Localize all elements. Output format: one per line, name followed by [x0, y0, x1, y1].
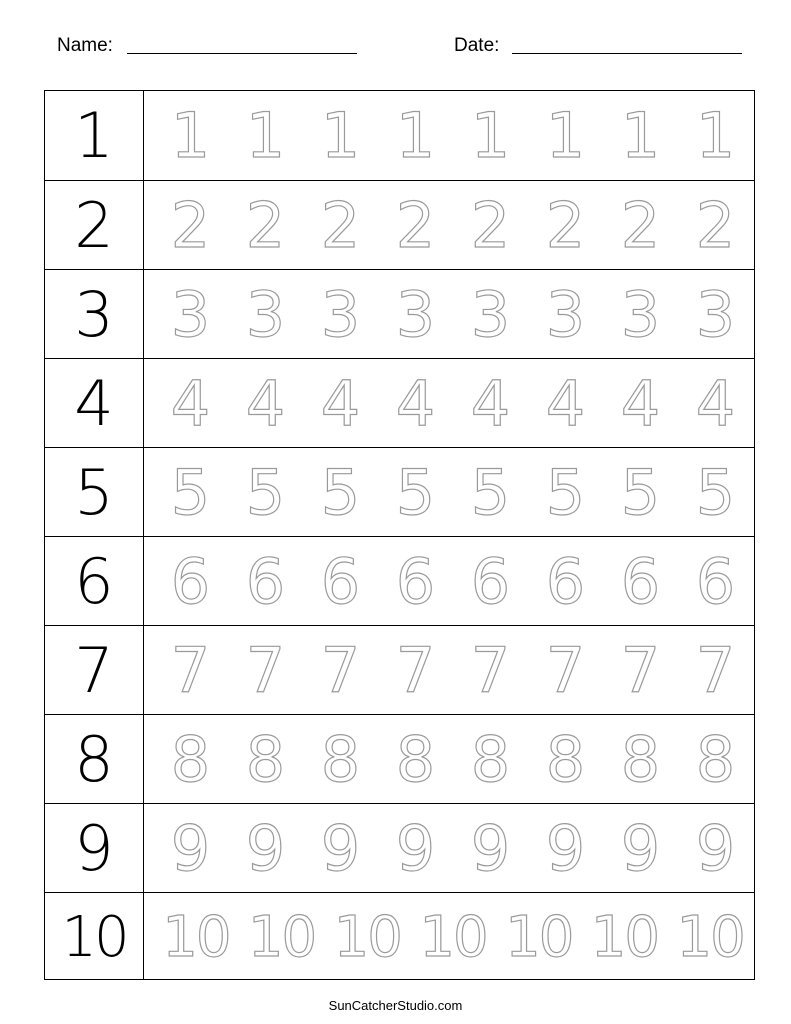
tracing-digit[interactable]: 1	[320, 99, 361, 172]
tracing-digit[interactable]: 4	[170, 367, 211, 440]
model-number: 3	[74, 278, 114, 351]
tracing-digit[interactable]: 6	[545, 545, 586, 618]
number-row-6	[45, 536, 754, 625]
footer-credit: SunCatcherStudio.com	[328, 998, 463, 1013]
tracing-digit[interactable]: 3	[395, 278, 436, 351]
tracing-digit[interactable]: 4	[395, 367, 436, 440]
tracing-digit[interactable]: 7	[470, 634, 511, 707]
number-row-8	[45, 714, 754, 803]
tracing-digit[interactable]: 2	[620, 189, 661, 262]
tracing-digit[interactable]: 5	[245, 456, 286, 529]
tracing-digit[interactable]: 1	[470, 99, 511, 172]
tracing-digit[interactable]: 7	[545, 634, 586, 707]
number-row-3	[45, 269, 754, 358]
date-write-line[interactable]	[512, 53, 742, 54]
tracing-digit[interactable]: 10	[590, 905, 659, 970]
tracing-digit[interactable]: 6	[620, 545, 661, 618]
tracing-digit[interactable]: 8	[395, 723, 436, 796]
tracing-digit[interactable]: 4	[470, 367, 511, 440]
tracing-digit[interactable]: 8	[470, 723, 511, 796]
tracing-digit[interactable]: 9	[470, 812, 511, 885]
tracing-grid	[44, 90, 755, 980]
tracing-digit[interactable]: 3	[170, 278, 211, 351]
tracing-digit[interactable]: 9	[620, 812, 661, 885]
tracing-digit[interactable]: 3	[545, 278, 586, 351]
number-row-2	[45, 180, 754, 269]
tracing-digit[interactable]: 9	[170, 812, 211, 885]
tracing-digit[interactable]: 8	[695, 723, 736, 796]
name-label: Name:	[57, 35, 113, 56]
model-number: 10	[61, 905, 127, 970]
tracing-digit[interactable]: 7	[620, 634, 661, 707]
tracing-digit[interactable]: 6	[245, 545, 286, 618]
tracing-digit[interactable]: 4	[695, 367, 736, 440]
model-number: 9	[74, 812, 114, 885]
tracing-digit[interactable]: 7	[320, 634, 361, 707]
tracing-digit[interactable]: 6	[470, 545, 511, 618]
number-row-1	[45, 91, 754, 180]
number-row-10	[45, 892, 754, 981]
tracing-digit[interactable]: 2	[695, 189, 736, 262]
tracing-digit[interactable]: 8	[620, 723, 661, 796]
tracing-digit[interactable]: 10	[247, 905, 316, 970]
tracing-digit[interactable]: 1	[545, 99, 586, 172]
tracing-digit[interactable]: 1	[245, 99, 286, 172]
tracing-digit[interactable]: 9	[395, 812, 436, 885]
number-row-9	[45, 803, 754, 892]
tracing-digit[interactable]: 1	[695, 99, 736, 172]
tracing-digit[interactable]: 6	[320, 545, 361, 618]
model-number: 4	[74, 367, 114, 440]
model-number: 1	[74, 99, 114, 172]
tracing-digit[interactable]: 2	[395, 189, 436, 262]
number-row-5	[45, 447, 754, 536]
tracing-digit[interactable]: 3	[470, 278, 511, 351]
tracing-digit[interactable]: 2	[470, 189, 511, 262]
model-number: 2	[74, 189, 114, 262]
model-number: 8	[74, 723, 114, 796]
tracing-digit[interactable]: 8	[170, 723, 211, 796]
tracing-digit[interactable]: 5	[620, 456, 661, 529]
tracing-digit[interactable]: 10	[505, 905, 573, 970]
tracing-digit[interactable]: 9	[545, 812, 586, 885]
tracing-digit[interactable]: 2	[245, 189, 286, 262]
tracing-digit[interactable]: 6	[695, 545, 736, 618]
tracing-digit[interactable]: 7	[395, 634, 436, 707]
name-field[interactable]	[57, 34, 367, 58]
tracing-digit[interactable]: 1	[170, 99, 211, 172]
tracing-digit[interactable]: 9	[320, 812, 361, 885]
tracing-digit[interactable]: 5	[470, 456, 511, 529]
tracing-digit[interactable]: 5	[395, 456, 436, 529]
tracing-digit[interactable]: 2	[545, 189, 586, 262]
tracing-digit[interactable]: 10	[162, 905, 230, 970]
tracing-digit[interactable]: 7	[170, 634, 211, 707]
number-row-4	[45, 358, 754, 447]
tracing-digit[interactable]: 5	[320, 456, 361, 529]
tracing-digit[interactable]: 5	[170, 456, 211, 529]
tracing-digit[interactable]: 10	[419, 905, 487, 970]
tracing-digit[interactable]: 4	[545, 367, 586, 440]
tracing-digit[interactable]: 10	[333, 905, 401, 970]
model-number: 6	[74, 545, 114, 618]
model-number: 7	[74, 634, 114, 707]
name-write-line[interactable]	[127, 53, 357, 54]
tracing-digit[interactable]: 3	[245, 278, 286, 351]
date-field[interactable]	[454, 34, 754, 58]
date-label: Date:	[454, 35, 500, 56]
tracing-digit[interactable]: 9	[695, 812, 736, 885]
tracing-digit[interactable]: 6	[395, 545, 436, 618]
tracing-digit[interactable]: 3	[695, 278, 736, 351]
tracing-digit[interactable]: 5	[545, 456, 586, 529]
tracing-digit[interactable]: 8	[320, 723, 361, 796]
tracing-digit[interactable]: 9	[245, 812, 286, 885]
tracing-digit[interactable]: 4	[620, 367, 661, 440]
tracing-digit[interactable]: 8	[245, 723, 286, 796]
tracing-digit[interactable]: 1	[620, 99, 661, 172]
tracing-digit[interactable]: 4	[245, 367, 286, 440]
tracing-digit[interactable]: 4	[320, 367, 361, 440]
tracing-digit[interactable]: 5	[695, 456, 736, 529]
tracing-digit[interactable]: 7	[245, 634, 286, 707]
tracing-digit[interactable]: 3	[620, 278, 661, 351]
tracing-digit[interactable]: 3	[320, 278, 361, 351]
tracing-digit[interactable]: 2	[170, 189, 211, 262]
tracing-digit[interactable]: 2	[320, 189, 361, 262]
tracing-digit[interactable]: 10	[676, 905, 744, 970]
tracing-digit[interactable]: 7	[695, 634, 736, 707]
number-row-7	[45, 625, 754, 714]
tracing-digit[interactable]: 6	[170, 545, 211, 618]
model-number: 5	[74, 456, 114, 529]
tracing-digit[interactable]: 1	[395, 99, 436, 172]
tracing-digit[interactable]: 8	[545, 723, 586, 796]
